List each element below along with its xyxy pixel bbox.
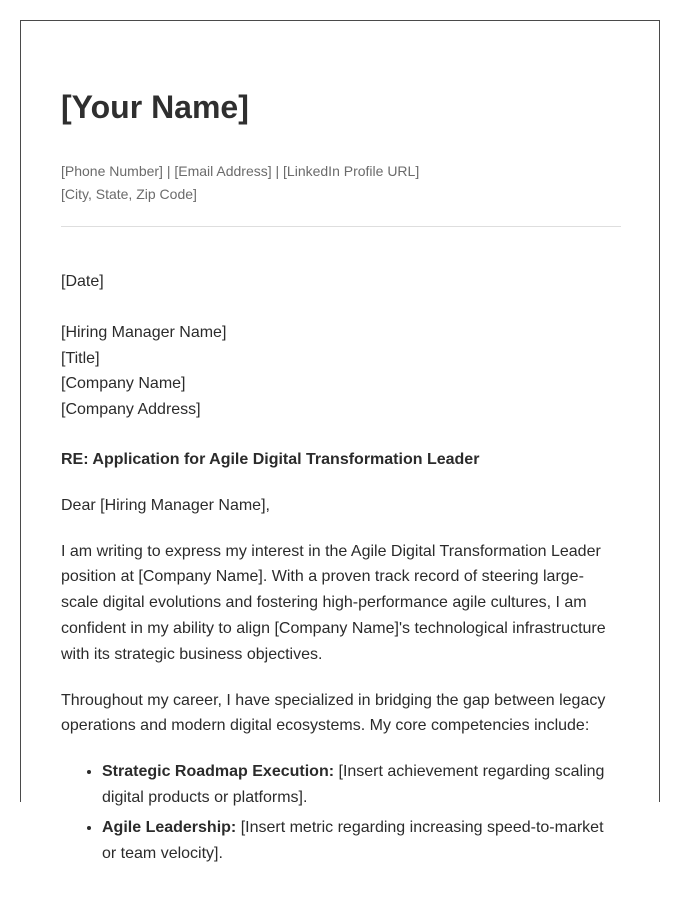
letter-page [20, 20, 660, 862]
applicant-name: [Your Name] [61, 89, 249, 125]
competency-text: [Insert achievement regarding scaling digital products or platforms]. [102, 763, 605, 806]
competencies-intro-paragraph: Throughout my career, I have specialized in bridging the gap between legacy operations and modern digital ecosystems. My core competencies include: [61, 691, 606, 735]
letter-date: [Date] [61, 273, 104, 290]
recipient-company: [Company Name] [61, 375, 186, 393]
header-divider [61, 226, 621, 227]
competency-title: Strategic Roadmap Execution: [102, 763, 335, 781]
contact-info [61, 160, 621, 206]
recipient-address: [Company Address] [61, 401, 201, 419]
list-item [102, 815, 621, 867]
contact-line-phone-email-linkedin: [Phone Number] | [Email Address] | [LinkedIn Profile URL] [61, 163, 420, 179]
intro-paragraph: I am writing to express my interest in the Agile Digital Transformation Leader position at [Company Name]. With a proven track record of steering large-scale digital evolutions and fostering high-performance agile cultures, I am confident in my ability to align [Company Name]'s technological infrastructure with its strategic business objectives. [61, 542, 606, 663]
contact-line-location: [City, State, Zip Code] [61, 186, 197, 202]
salutation: Dear [Hiring Manager Name], [61, 496, 270, 514]
recipient-name: [Hiring Manager Name] [61, 323, 227, 341]
recipient-block [61, 320, 621, 423]
competencies-list [61, 759, 621, 866]
competency-text: [Insert metric regarding increasing speed-to-market or team velocity]. [102, 818, 604, 862]
competency-title: Agile Leadership: [102, 818, 237, 836]
list-item [102, 759, 621, 811]
subject-line: RE: Application for Agile Digital Transformation Leader [61, 450, 480, 468]
recipient-title: [Title] [61, 349, 100, 367]
letter-content [61, 87, 621, 870]
